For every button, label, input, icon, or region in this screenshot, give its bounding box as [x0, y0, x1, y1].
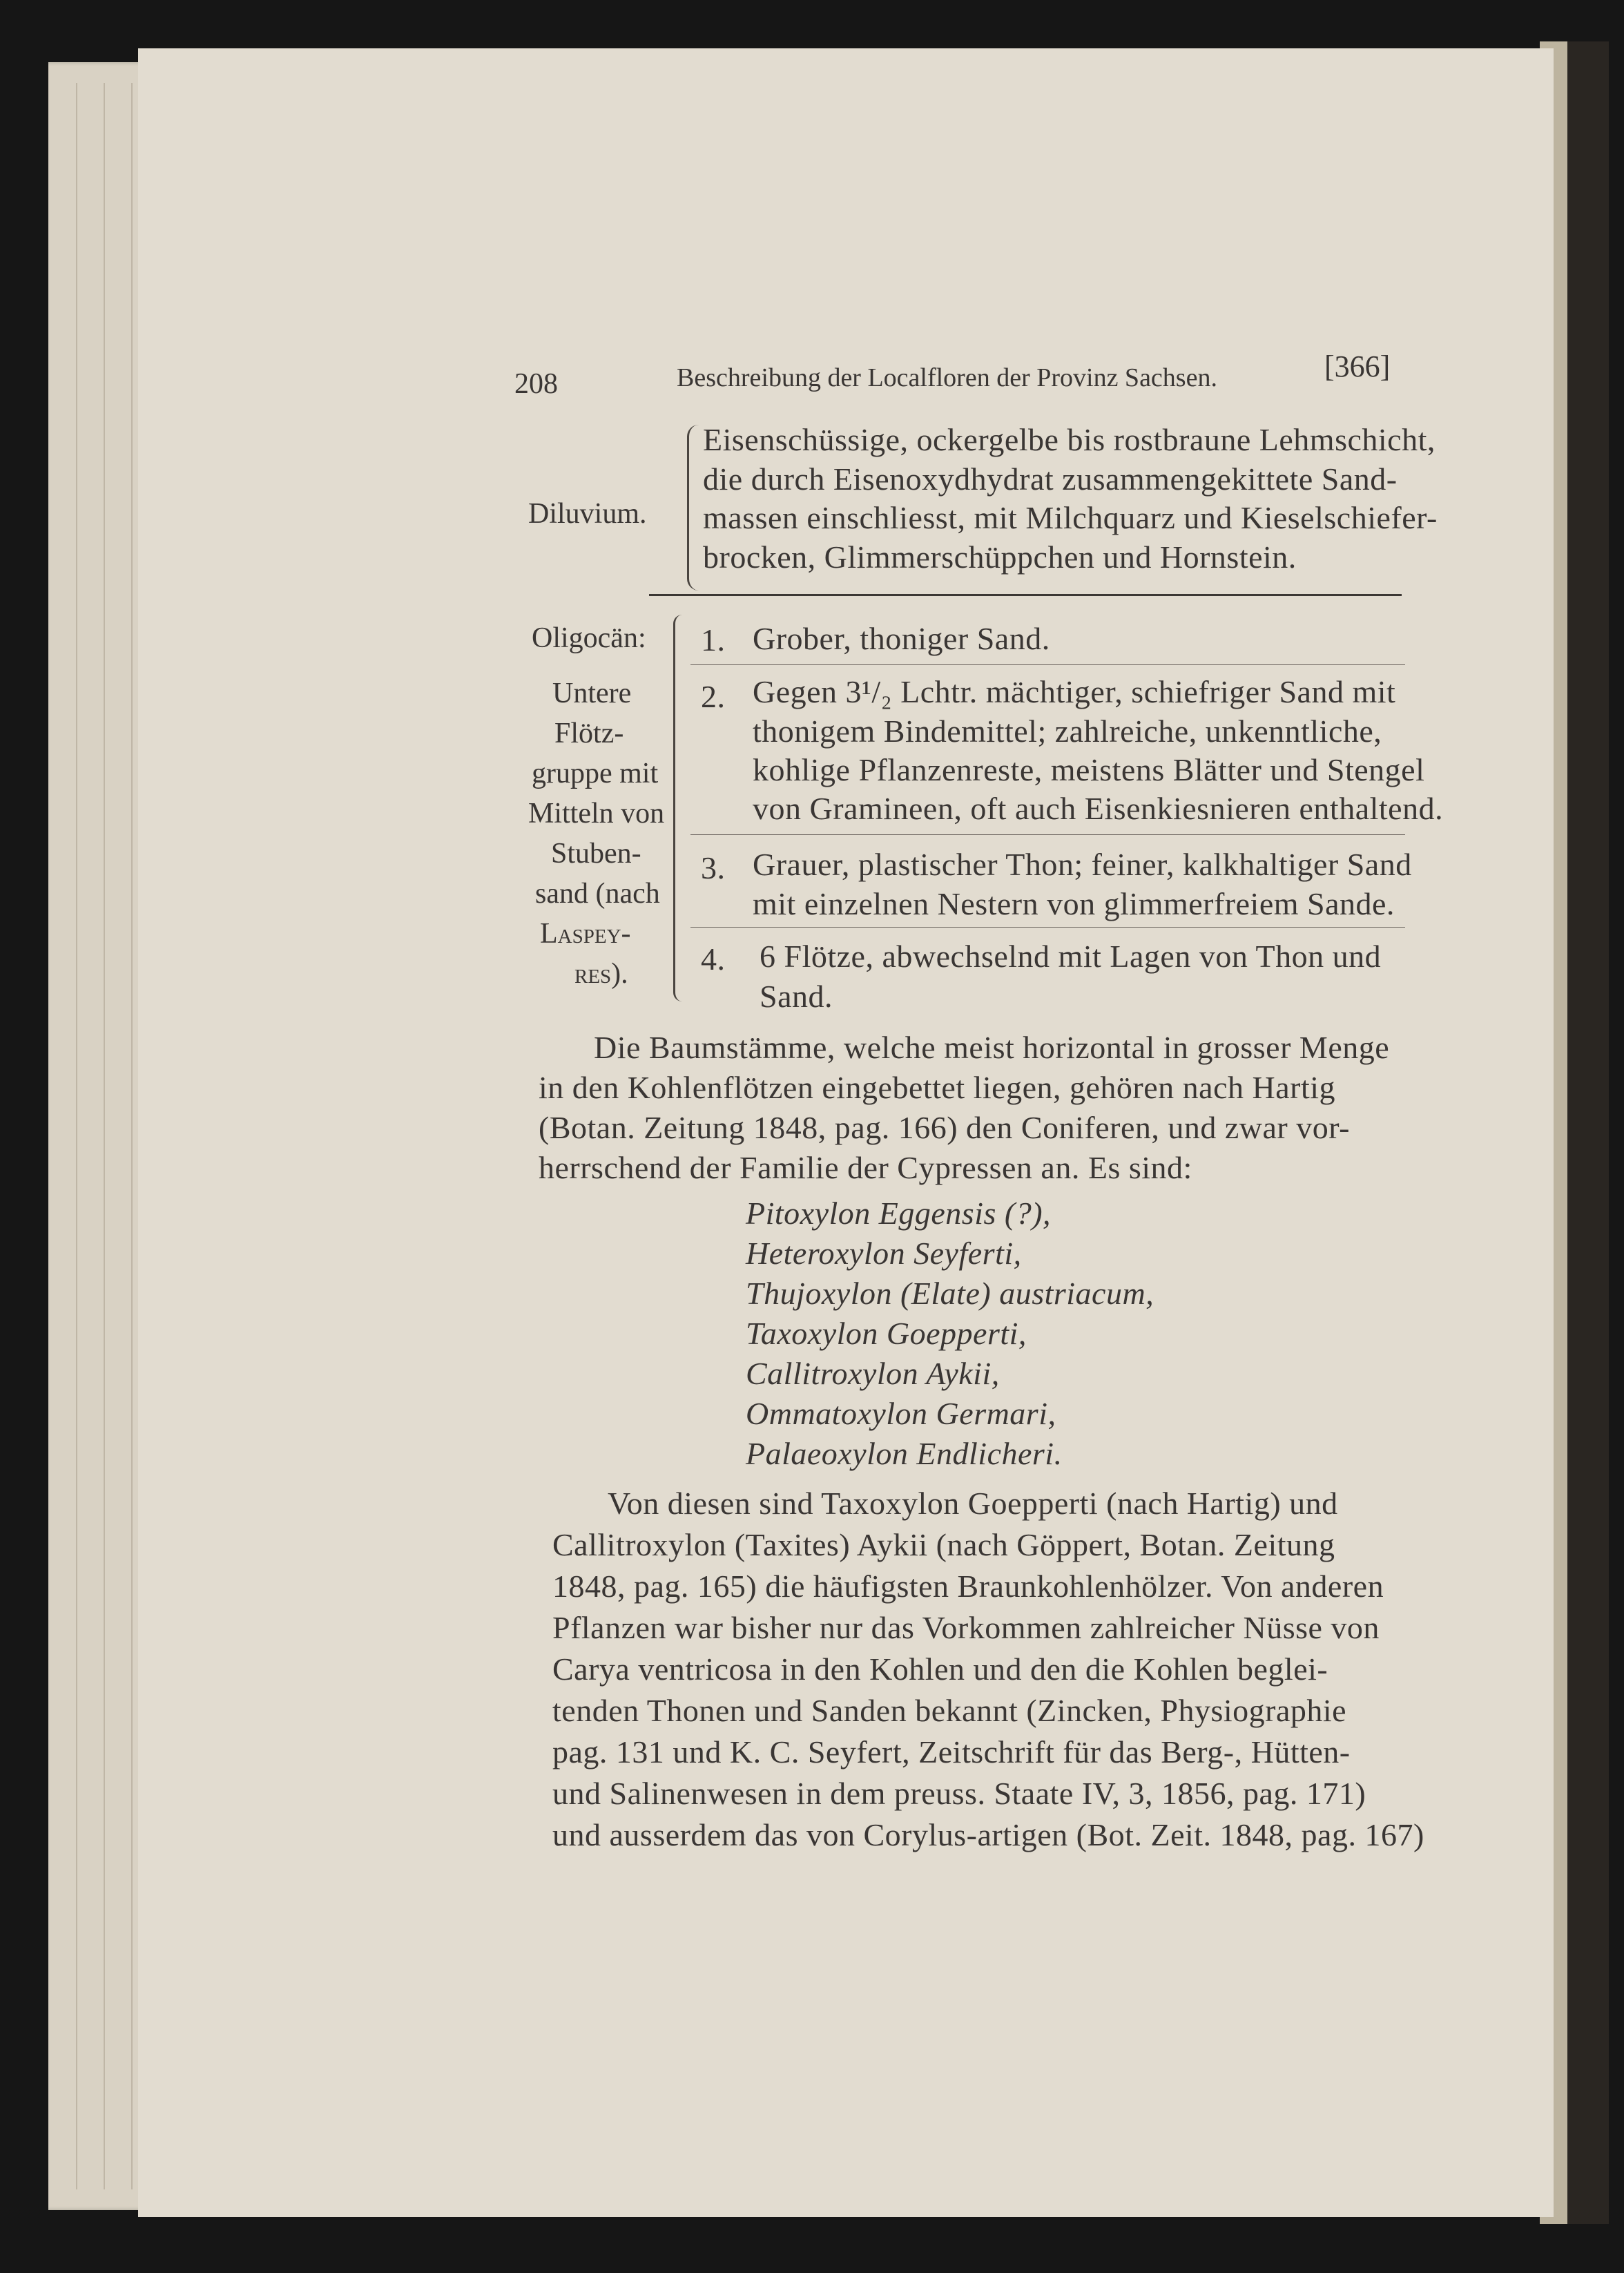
item-line: Sand.: [760, 979, 833, 1014]
oligocaen-sublabel: Flötz-: [554, 718, 624, 749]
item-number: 1.: [701, 622, 726, 658]
oligocaen-sublabel: Laspey-: [540, 918, 631, 950]
oligocaen-brace: [673, 615, 682, 1001]
species-item: Thujoxylon (Elate) austriacum,: [746, 1276, 1154, 1311]
paragraph-line: 1848, pag. 165) die häufigsten Braunkohlenhölzer. Von anderen: [552, 1569, 1384, 1604]
item-divider: [690, 664, 1405, 665]
oligocaen-sublabel: Mitteln von: [528, 798, 665, 829]
paragraph-line: und Salinenwesen in dem preuss. Staate IV, 3, 1856, pag. 171): [552, 1776, 1366, 1811]
oligocaen-sublabel: gruppe mit: [532, 758, 659, 789]
paragraph-line: (Botan. Zeitung 1848, pag. 166) den Coniferen, und zwar vor-: [539, 1110, 1350, 1145]
item-divider: [690, 834, 1405, 835]
diluvium-line: brocken, Glimmerschüppchen und Hornstein.: [703, 539, 1297, 575]
diluvium-line: massen einschliesst, mit Milchquarz und Kieselschiefer-: [703, 500, 1438, 535]
item-line: mit einzelnen Nestern von glimmerfreiem Sande.: [753, 886, 1395, 921]
diluvium-label: Diluvium.: [528, 498, 647, 530]
page-number: 208: [514, 368, 558, 400]
species-item: Heteroxylon Seyferti,: [746, 1236, 1022, 1271]
section-rule: [649, 594, 1402, 596]
paragraph-line: Von diesen sind Taxoxylon Goepperti (nach Hartig) und: [608, 1486, 1338, 1521]
item-number: 2.: [701, 679, 726, 714]
paragraph-line: herrschend der Familie der Cypressen an. Es sind:: [539, 1150, 1192, 1185]
item-line: kohlige Pflanzenreste, meistens Blätter und Stengel: [753, 752, 1425, 787]
bracket-page-number: [366]: [1324, 349, 1391, 383]
item-line: von Gramineen, oft auch Eisenkiesnieren enthaltend.: [753, 791, 1444, 826]
species-item: Callitroxylon Aykii,: [746, 1356, 1000, 1391]
item-number: 3.: [701, 850, 726, 885]
item-line: 6 Flötze, abwechselnd mit Lagen von Thon und: [760, 939, 1382, 974]
oligocaen-label: Oligocän:: [532, 622, 646, 654]
species-item: Ommatoxylon Germari,: [746, 1396, 1056, 1431]
item-line: Grober, thoniger Sand.: [753, 621, 1050, 656]
species-item: Pitoxylon Eggensis (?),: [746, 1196, 1052, 1231]
oligocaen-sublabel: sand (nach: [535, 878, 660, 910]
paragraph-line: und ausserdem das von Corylus-artigen (Bot. Zeit. 1848, pag. 167): [552, 1817, 1424, 1852]
oligocaen-sublabel: res).: [574, 958, 628, 990]
diluvium-line: die durch Eisenoxydhydrat zusammengekittete Sand-: [703, 461, 1398, 497]
species-item: Palaeoxylon Endlicheri.: [746, 1436, 1063, 1471]
item-line: Grauer, plastischer Thon; feiner, kalkhaltiger Sand: [753, 847, 1412, 882]
book-page: [138, 48, 1554, 2217]
diluvium-line: Eisenschüssige, ockergelbe bis rostbraune Lehmschicht,: [703, 422, 1436, 457]
paragraph-line: in den Kohlenflötzen eingebettet liegen, gehören nach Hartig: [539, 1070, 1336, 1105]
oligocaen-sublabel: Stuben-: [551, 838, 641, 870]
running-title: Beschreibung der Localfloren der Provinz Sachsen.: [677, 363, 1217, 392]
paragraph-line: Pflanzen war bisher nur das Vorkommen zahlreicher Nüsse von: [552, 1610, 1380, 1645]
paragraph-line: tenden Thonen und Sanden bekannt (Zincken, Physiographie: [552, 1693, 1347, 1728]
item-line: Gegen 3¹/₂ Lchtr. mächtiger, schiefriger Sand mit: [753, 674, 1396, 709]
oligocaen-sublabel: Untere: [552, 678, 632, 709]
paragraph-line: pag. 131 und K. C. Seyfert, Zeitschrift für das Berg-, Hütten-: [552, 1734, 1351, 1770]
item-line: thonigem Bindemittel; zahlreiche, unkenntliche,: [753, 713, 1382, 749]
paragraph-line: Callitroxylon (Taxites) Aykii (nach Göppert, Botan. Zeitung: [552, 1527, 1335, 1562]
paragraph-line: Die Baumstämme, welche meist horizontal in grosser Menge: [594, 1030, 1390, 1065]
paragraph-line: Carya ventricosa in den Kohlen und den die Kohlen beglei-: [552, 1651, 1328, 1687]
item-divider: [690, 927, 1405, 928]
diluvium-brace: [687, 425, 699, 591]
item-number: 4.: [701, 941, 726, 977]
species-item: Taxoxylon Goepperti,: [746, 1316, 1027, 1351]
